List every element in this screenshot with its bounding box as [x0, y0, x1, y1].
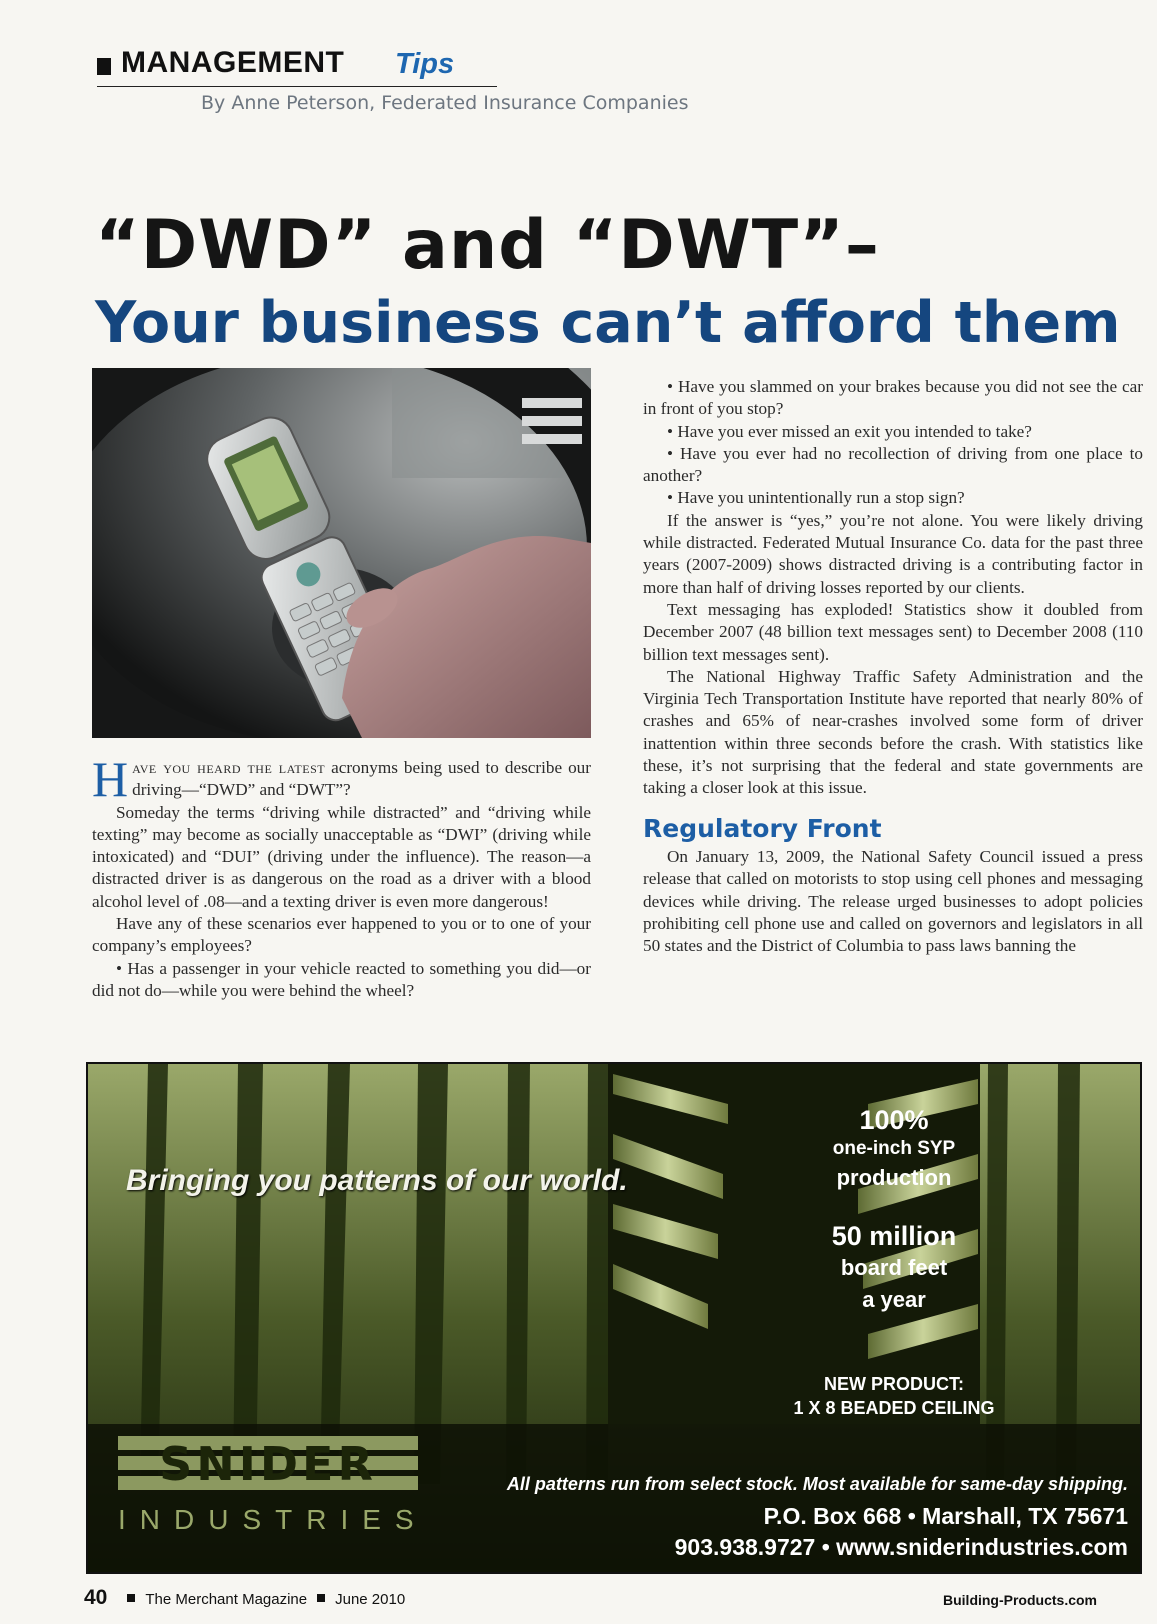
driver-texting-image	[92, 368, 591, 738]
bullet-item: • Have you ever missed an exit you intended to take?	[667, 421, 1032, 441]
ad-address: P.O. Box 668 • Marshall, TX 75671	[763, 1503, 1128, 1529]
headline-line-2: Your business can’t afford them	[95, 290, 1121, 356]
ad-contact-block	[418, 1474, 1128, 1561]
footer-site: Building-Products.com	[943, 1592, 1097, 1608]
bullet-item: • Have you slammed on your brakes because you did not see the car in front of you stop?	[643, 377, 1143, 419]
paragraph: Text messaging has exploded! Statistics show it doubled from December 2007 (48 billion text messages sent) to December 2008 (110 billion text messages sent).	[643, 599, 1143, 664]
paragraph: If the answer is “yes,” you’re not alone. You were likely driving while distracted. Federated Mutual Insurance Co. data for the past three years (2007-2009) shows distracted driving is a contributing factor in more than half of driving losses reported by our clients.	[643, 510, 1143, 597]
footer-square-icon	[127, 1594, 135, 1602]
ad-new-product-label: NEW PRODUCT:	[824, 1374, 964, 1394]
lead-smallcaps: ave you heard the latest	[132, 758, 326, 777]
headline-line-1: “DWD” and “DWT”–	[95, 206, 880, 285]
ad-new-product-name: 1 X 8 BEADED CEILING	[793, 1398, 995, 1418]
ad-shipping-text: All patterns run from select stock. Most available for same-day shipping.	[506, 1474, 1128, 1494]
ad-stat-2-line: board feet	[840, 1255, 948, 1280]
magazine-name: The Merchant Magazine	[145, 1591, 308, 1608]
article-left-column	[92, 751, 591, 1002]
section-title: MANAGEMENT	[121, 46, 345, 79]
ad-tagline: Bringing you patterns of our world.	[126, 1164, 628, 1197]
ad-logo-name: SNIDER	[159, 1437, 377, 1491]
issue-date: June 2010	[335, 1591, 406, 1608]
section-square-icon	[97, 58, 111, 75]
article-photo	[92, 368, 591, 738]
lead-text: acronyms being used to describe our driving—“DWD” and “DWT”?	[132, 758, 591, 800]
paragraph: The National Highway Traffic Safety Administration and the Virginia Tech Transportation Institute have reported that nearly 80% of crashes and 65% of near-crashes involved some form of driver inattention within three seconds before the crash. With statistics like these, it’s not surprising that the federal and state governments are taking a closer look at this issue.	[643, 666, 1143, 798]
ad-stat-1-line: one-inch SYP	[832, 1138, 956, 1159]
ad-stat-2-value: 50 million	[831, 1221, 957, 1251]
section-subtitle: Tips	[395, 48, 455, 80]
ad-stat-1-line: production	[836, 1165, 952, 1190]
page-number: 40	[84, 1586, 108, 1609]
section-header	[97, 46, 497, 87]
article-right-column	[643, 376, 1143, 957]
ad-stats	[716, 1104, 1072, 1420]
advertisement	[86, 1062, 1142, 1574]
footer-square-icon	[317, 1594, 325, 1602]
lead-paragraph	[92, 751, 591, 807]
paragraph: Have any of these scenarios ever happened to you or to one of your company’s employees?	[92, 914, 591, 956]
byline: By Anne Peterson, Federated Insurance Companies	[201, 92, 689, 114]
paragraph: On January 13, 2009, the National Safety Council issued a press release that called on motorists to stop using cell phones and messaging devices while driving. The release urged businesses to adopt policies prohibiting cell phone use and called on governors and legislators in all 50 states and the District of Columbia to pass laws banning the	[643, 846, 1143, 956]
drop-cap: H	[92, 751, 129, 807]
subhead-regulatory-front: Regulatory Front	[643, 813, 882, 843]
page-footer	[84, 1586, 405, 1610]
ad-stat-1-value: 100%	[859, 1105, 929, 1135]
bullet-item: • Have you ever had no recollection of driving from one place to another?	[643, 443, 1143, 486]
ad-contact: 903.938.9727 • www.sniderindustries.com	[674, 1534, 1128, 1560]
ad-stat-2-line: a year	[862, 1287, 926, 1312]
paragraph: Someday the terms “driving while distracted” and “driving while texting” may become as socially unacceptable as “DWI” (driving while intoxicated) and “DUI” (driving under the influence). The reason—a distracted driver is as dangerous on the road as a driver with a blood alcohol level of .08—and a texting driver is even more dangerous!	[92, 802, 591, 911]
ad-logo-subtitle: INDUSTRIES	[118, 1504, 428, 1535]
bullet-item: • Have you unintentionally run a stop sign?	[667, 488, 965, 508]
bullet-item: • Has a passenger in your vehicle reacted to something you did—or did not do—while you were behind the wheel?	[92, 958, 591, 1000]
